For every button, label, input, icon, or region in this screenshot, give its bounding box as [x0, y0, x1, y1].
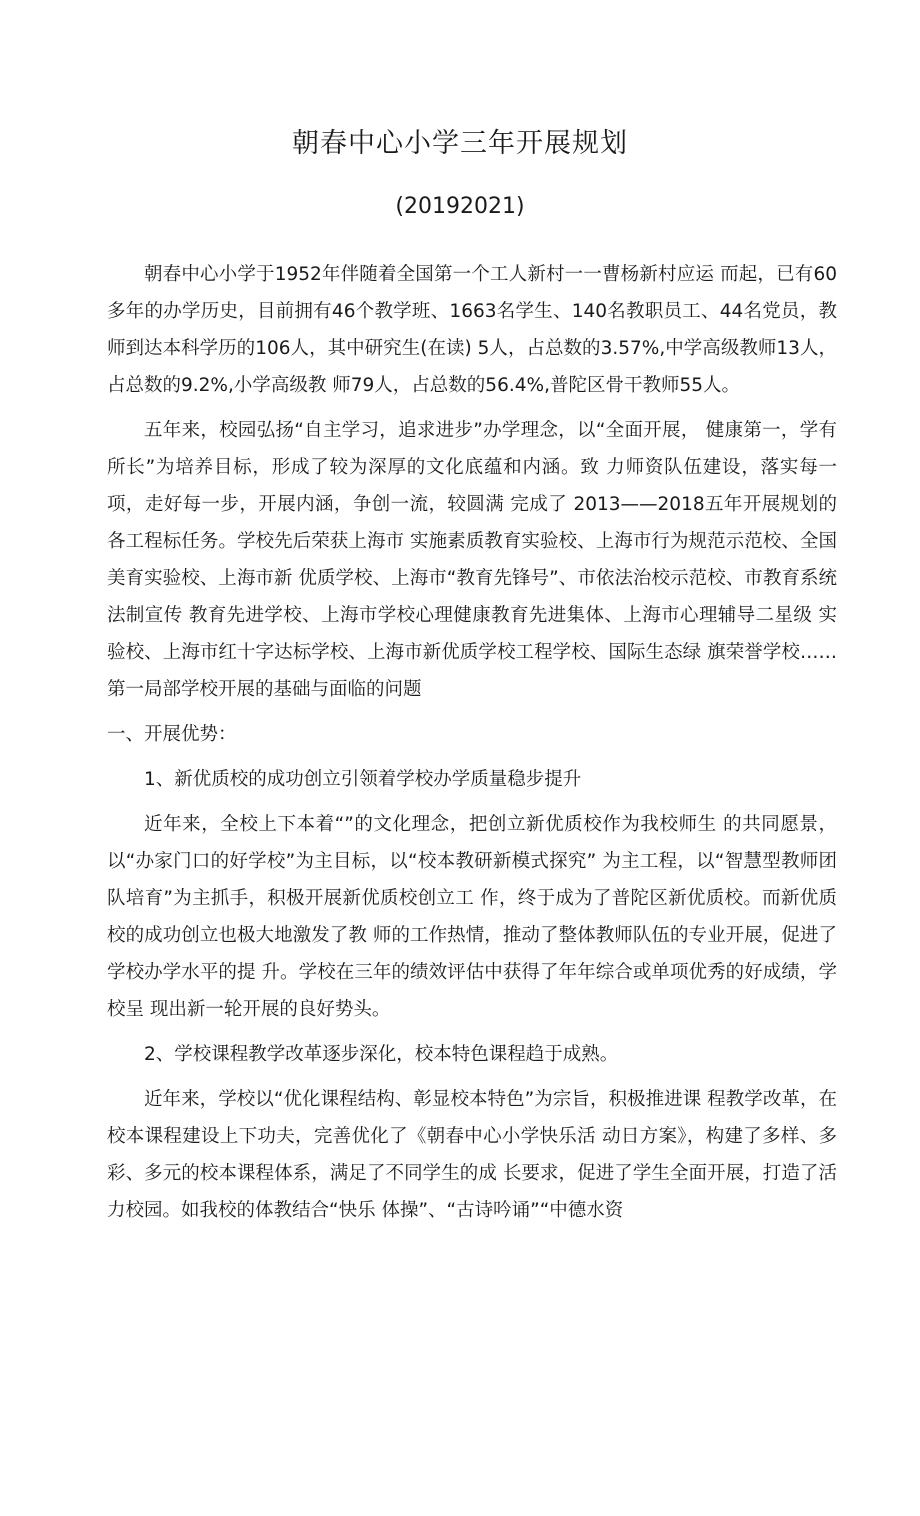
- paragraph-intro: 朝春中心小学于1952年伴随着全国第一个工人新村一一曹杨新村应运 而起，已有60多年的办学历史，目前拥有46个教学班、1663名学生、140名教职员工、44名党员，教师到达本科学历的106人，其中研究生(在读) 5人，占总数的3.57%,中学高级教师13人，占总数的9.2%,小学高级教 师79人，占总数的56.4%,普陀区骨干教师55人。: [107, 264, 837, 396]
- subheading-new-quality-school: 1、新优质校的成功创立引领着学校办学质量稳步提升: [144, 769, 582, 790]
- document-body: [107, 256, 837, 1229]
- subheading-curriculum-reform: 2、学校课程教学改革逐步深化，校本特色课程趋于成熟。: [144, 1044, 619, 1065]
- paragraph-achievements: 五年来，校园弘扬“自主学习，追求进步”办学理念，以“全面开展， 健康第一，学有所长”为培养目标，形成了较为深厚的文化底蕴和内涵。致 力师资队伍建设，落实每一项，走好每一步，开展内涵，争创一流，较圆满 完成了 2013——2018五年开展规划的各工程标任务。学校先后荣获上海市 实施素质教育实验校、上海市行为规范示范校、全国美育实验校、上海市新 优质学校、上海市“教育先锋号”、市依法治校示范校、市教育系统法制宣传 教育先进学校、上海市学校心理健康教育先进集体、上海市心理辅导二星级 实验校、上海市红十字达标学校、上海市新优质学校工程学校、国际生态绿 旗荣誉学校……第一局部学校开展的基础与面临的问题: [107, 420, 837, 700]
- paragraph-curriculum-reform: 近年来，学校以“优化课程结构、彰显校本特色”为宗旨，积极推进课 程教学改革，在校本课程建设上下功夫，完善优化了《朝春中心小学快乐活 动日方案》，构建了多样、多彩、多元的校本课程体系，满足了不同学生的成 长要求，促进了学生全面开展，打造了活力校园。如我校的体教结合“快乐 体操”、“古诗吟诵”“中德水资: [107, 1089, 837, 1221]
- section-heading-advantages: 一、开展优势：: [107, 724, 237, 745]
- page-subtitle: (20192021): [395, 194, 525, 219]
- page-title: 朝春中心小学三年开展规划: [292, 128, 628, 159]
- paragraph-new-quality-school: 近年来，全校上下本着“”的文化理念，把创立新优质校作为我校师生 的共同愿景，以“办家门口的好学校”为主目标，以“校本教研新模式探究” 为主工程，以“智慧型教师团队培育”为主抓手，积极开展新优质校创立工 作，终于成为了普陀区新优质校。而新优质校的成功创立也极大地激发了教 师的工作热情，推动了整体教师队伍的专业开展，促进了学校办学水平的提 升。学校在三年的绩效评估中获得了年年综合或单项优秀的好成绩，学校呈 现出新一轮开展的良好势头。: [107, 814, 837, 1020]
